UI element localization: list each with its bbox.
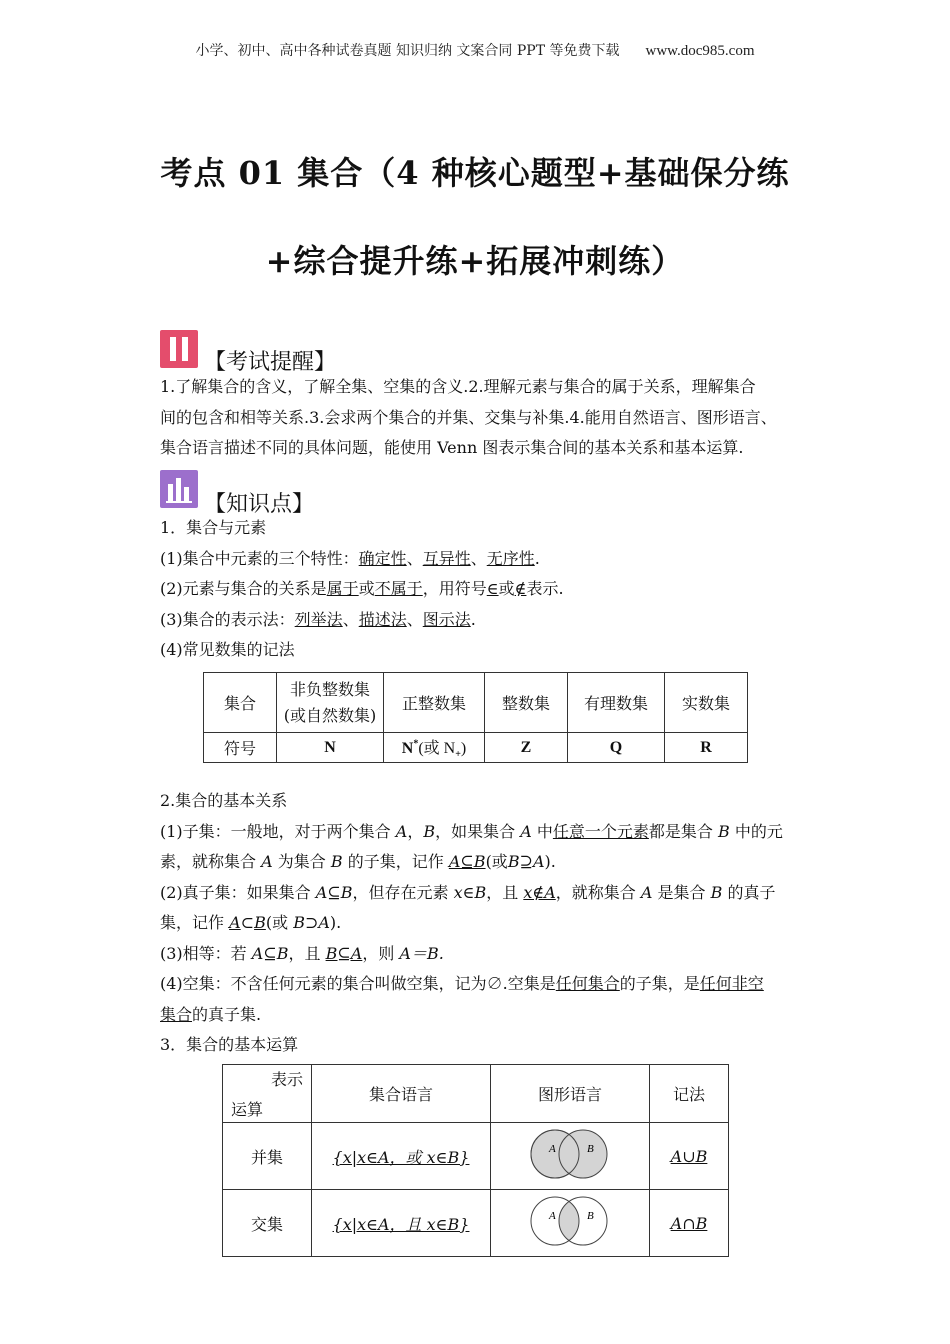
reminder-heading: 【考试提醒】 (204, 350, 337, 375)
reminder-line-3: 集合语言描述不同的具体问题，能使用 Venn 图表示集合间的基本关系和基本运算. (160, 438, 744, 457)
knowledge-heading: 【知识点】 (204, 492, 315, 517)
header-text: 小学、初中、高中各种试卷真题 知识归纳 文案合同 PPT 等免费下载 (195, 43, 620, 59)
number-sets-table (203, 672, 748, 763)
point-1-3: (3)集合的表示法：列举法、描述法、图示法. (160, 609, 476, 629)
point-2-1: (1)子集：一般地，对于两个集合 A，B，如果集合 A 中任意一个元素都是集合 B 中的元 (160, 821, 783, 841)
reminder-line-2: 间的包含和相等关系.3.会求两个集合的并集、交集与补集.4.能用自然语言、图形语言、 (160, 407, 777, 427)
diagonal-header-cell: 表示 运算 (223, 1065, 312, 1123)
table-cell: {x|x∈A，且 x∈B} (312, 1190, 491, 1257)
table-cell: 实数集 (665, 673, 748, 733)
knowledge-part-2 (160, 786, 800, 1061)
svg-text:A: A (549, 1143, 556, 1155)
point-1-1: (1)集合中元素的三个特性：确定性、互异性、无序性. (160, 548, 540, 568)
point-2-4-cont: 集合的真子集. (160, 1004, 262, 1024)
svg-text:A: A (549, 1210, 556, 1222)
point-2-2-cont: 集，记作 A⊂B(或 B⊃A). (160, 913, 342, 932)
table-cell: 非负整数集 (或自然数集) (277, 673, 384, 733)
point-2-3: (3)相等：若 A⊆B，且 B⊆A，则 A＝B. (160, 943, 444, 963)
set-operations-table (222, 1064, 729, 1257)
table-cell: 集合语言 (312, 1065, 491, 1123)
table-cell: 集合 (204, 673, 277, 733)
reminder-body (160, 372, 800, 464)
table-cell: 正整数集 (384, 673, 485, 733)
table-cell: 并集 (223, 1123, 312, 1190)
svg-text:B: B (587, 1210, 594, 1222)
table-cell: 交集 (223, 1190, 312, 1257)
table-cell: 符号 (204, 733, 277, 763)
svg-text:B: B (587, 1143, 594, 1155)
point-2-4: (4)空集：不含任何元素的集合叫做空集，记为∅.空集是任何集合的子集，是任何非空 (160, 974, 764, 993)
table-cell: 有理数集 (568, 673, 665, 733)
section-2-title: 2.集合的基本关系 (160, 791, 288, 810)
table-cell: 图形语言 (491, 1065, 650, 1123)
intersection-venn-diagram (491, 1190, 650, 1257)
table-cell: A∩B (650, 1190, 729, 1257)
table-cell: R (665, 733, 748, 763)
table-cell: N*(或 $N_+$) (384, 733, 485, 763)
pause-icon (160, 330, 198, 368)
section-1-title: 1．集合与元素 (160, 518, 267, 537)
header-site[interactable]: www.doc985.com (645, 43, 755, 59)
title-line-2: +综合提升练+拓展冲刺练） (265, 242, 685, 280)
page-header (0, 40, 950, 60)
reminder-line-1: 1.了解集合的含义，了解全集、空集的含义.2.理解元素与集合的属于关系，理解集合 (160, 377, 756, 396)
title-line-1: 考点 01 集合（4 种核心题型+基础保分练 (160, 154, 790, 192)
section-3-title: 3．集合的基本运算 (160, 1035, 299, 1054)
point-1-2: (2)元素与集合的关系是属于或不属于，用符号∈或∉表示. (160, 579, 564, 598)
point-2-2: (2)真子集：如果集合 A⊆B，但存在元素 x∈B，且 x∉A，就称集合 A 是集合 B 的真子 (160, 882, 776, 902)
table-cell: 整数集 (485, 673, 568, 733)
table-cell: Z (485, 733, 568, 763)
point-1-4: (4)常见数集的记法 (160, 640, 295, 659)
knowledge-part-1 (160, 513, 800, 666)
table-cell: N (277, 733, 384, 763)
table-cell: Q (568, 733, 665, 763)
point-2-1-cont: 素，就称集合 A 为集合 B 的子集，记作 A⊆B(或B⊇A). (160, 852, 556, 871)
bar-chart-icon (160, 470, 198, 508)
table-cell: 记法 (650, 1065, 729, 1123)
union-venn-diagram (491, 1123, 650, 1190)
table-cell: {x|x∈A，或 x∈B} (312, 1123, 491, 1190)
table-cell: A∪B (650, 1123, 729, 1190)
